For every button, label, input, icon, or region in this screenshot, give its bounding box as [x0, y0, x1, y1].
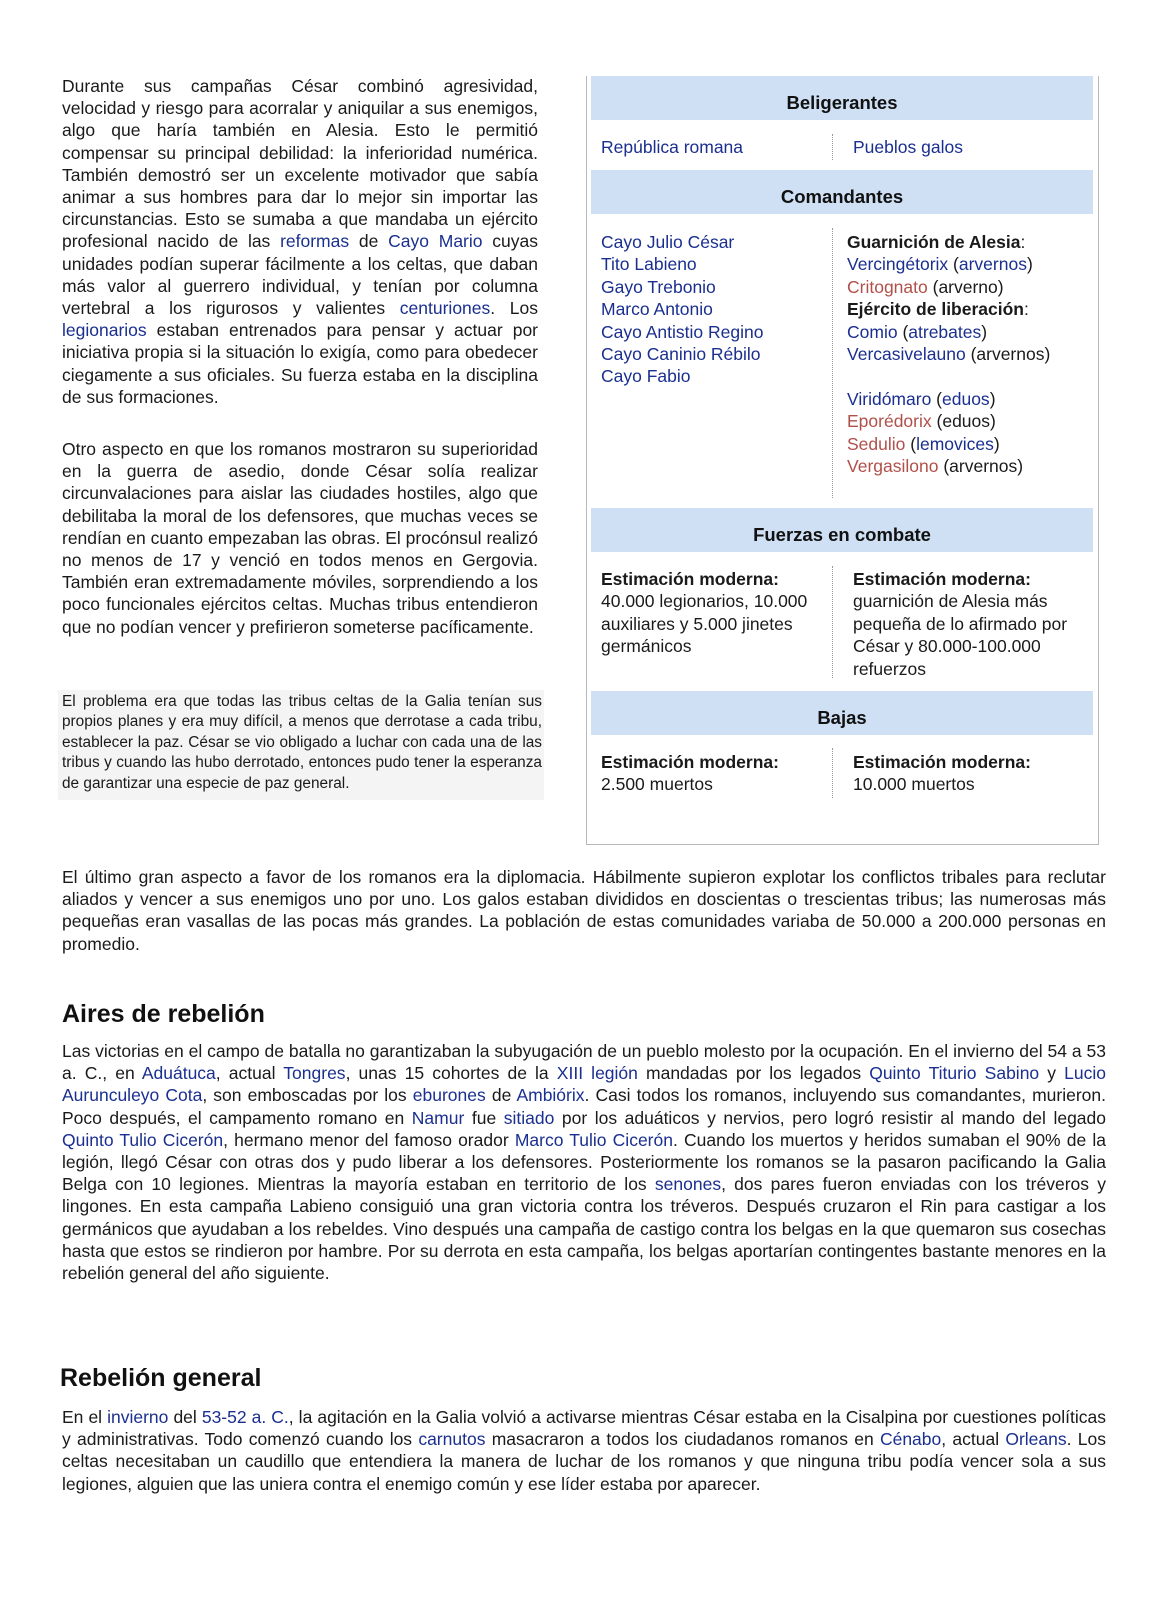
label-estimate: Estimación moderna:	[601, 569, 779, 589]
link-eburones[interactable]: eburones	[412, 1085, 486, 1106]
text: . Los celtas necesitaban un caudillo que entendiera la manera de luchar de los romanos y que ninguna tribu podía vencer sola a sus legiones, alguien que las uniera contra el enemigo común y ese líder estaba por aparecer.	[62, 1429, 1106, 1494]
paragraph-diplomacy: El último gran aspecto a favor de los romanos era la diplomacia. Hábilmente supieron explotar los conflictos tribales para reclutar aliados y vencer a sus enemigos uno por uno. Los galos estaban divididos en doscientas o trescientas tribus; las numerosas más pequeñas eran vasallas de las pocas más grandes. La población de estas comunidades variaba de 50.000 a 200.000 personas en promedio.	[62, 867, 1106, 954]
link-orleans[interactable]: Orleans	[1005, 1429, 1067, 1450]
link-commander[interactable]: Gayo Trebonio	[601, 276, 716, 297]
link-arvernos[interactable]: arvernos	[958, 254, 1027, 275]
text: (eduos)	[931, 411, 996, 432]
text: de	[485, 1085, 517, 1106]
forces-gaul-value: guarnición de Alesia más pequeña de lo afirmado por César y 80.000-100.000 refuerzos	[853, 591, 1068, 679]
link-senones[interactable]: senones	[654, 1174, 722, 1195]
link-commander[interactable]: Marco Antonio	[601, 299, 713, 320]
text: (arvernos)	[965, 344, 1051, 365]
link-aduatuca[interactable]: Aduátuca	[141, 1063, 216, 1084]
text: . Cuando los muertos y heridos sumaban el 90% de la legión, llegó César con otras dos y pudo liberar a los defensores. Posteriormente los romanos se la pasaron pacificando la Galia Belga con 10 legiones. Mientras la mayoría estaban en territorio de los	[62, 1129, 1106, 1195]
text: , hermano menor del famoso orador	[223, 1129, 515, 1150]
paragraph-rebellion	[62, 1040, 1106, 1284]
link-53-52-ac[interactable]: 53-52 a. C.	[201, 1407, 289, 1427]
text: de	[349, 231, 389, 252]
text: :	[1020, 232, 1026, 252]
forces-gaul	[853, 568, 1083, 680]
gaul-commanders-list: Guarnición de Alesia: Vercingétorix (arvernos) Critognato (arverno) Ejército de liberación: Comio (atrebates) Vercasivelauno (arvernos) Viridómaro (eduos) Eporédorix (eduos) Sedulio (lemovices) Vergasilono (arvernos)	[847, 232, 1051, 477]
link-tongres[interactable]: Tongres	[283, 1063, 346, 1084]
forces-roman	[601, 568, 826, 658]
text: fue	[464, 1107, 504, 1128]
link-xiii-legion[interactable]: XIII legión	[556, 1063, 638, 1084]
link-legionarios[interactable]: legionarios	[62, 320, 147, 341]
link-vergasilono[interactable]: Vergasilono	[847, 456, 939, 477]
label-estimate: Estimación moderna:	[853, 752, 1031, 772]
text: , la agitación en la Galia volvió a activarse mientras César estaba en la Cisalpina por cuestiones políticas y administrativas. Todo comenzó cuando los	[62, 1407, 1106, 1450]
text: , son emboscadas por los	[202, 1085, 413, 1106]
link-vercasivelauno[interactable]: Vercasivelauno	[847, 344, 966, 365]
label-garrison: Guarnición de Alesia	[847, 232, 1021, 252]
link-commander[interactable]: Cayo Julio César	[601, 232, 735, 252]
link-commander[interactable]: Cayo Fabio	[601, 366, 691, 387]
paragraph-siege: Otro aspecto en que los romanos mostraron su superioridad en la guerra de asedio, donde César solía realizar circunvalaciones para aislar las ciudades hostiles, algo que debilitaba la moral de los defensores, que muchas veces se rendían en cuanto empezaban las obras. El procónsul realizó no menos de 17 y venció en todos menos en Gergovia. También eran extremadamente móviles, sorprendiendo a los poco funcionales ejércitos celtas. Muchas tribus entendieron que no podían vencer y prefirieron someterse pacíficamente.	[62, 439, 538, 637]
text: , actual	[941, 1429, 1006, 1450]
column-divider	[832, 134, 833, 160]
link-commander[interactable]: Cayo Antistio Regino	[601, 321, 764, 342]
text: estaban entrenados para pensar y actuar por iniciativa propia si la situación lo exigía, como para obedecer ciegamente a sus oficiales. Su fuerza estaba en la disciplina de sus formaciones.	[62, 320, 538, 407]
section-heading-aires-de-rebelion: Aires de rebelión	[62, 1000, 265, 1028]
roman-commanders-list	[601, 231, 763, 388]
section-heading-rebelion-general: Rebelión general	[60, 1364, 262, 1392]
casualties-gaul-value: 10.000 muertos	[853, 774, 975, 795]
link-invierno[interactable]: invierno	[107, 1407, 169, 1427]
casualties-roman	[601, 751, 779, 796]
link-reformas[interactable]: reformas	[280, 231, 350, 252]
column-divider	[832, 566, 833, 678]
link-vercingetorix[interactable]: Vercingétorix	[847, 254, 949, 275]
link-sedulio[interactable]: Sedulio	[847, 433, 906, 454]
text: masacraron a todos los ciudadanos romanos en	[485, 1429, 880, 1450]
infobox-header-commanders: Comandantes	[591, 170, 1093, 214]
link-critognato[interactable]: Critognato	[847, 276, 928, 297]
link-carnutos[interactable]: carnutos	[418, 1429, 486, 1450]
infobox-header-forces: Fuerzas en combate	[591, 508, 1093, 552]
text: :	[1024, 299, 1029, 320]
column-divider	[832, 228, 833, 498]
text: , unas 15 cohortes de la	[345, 1063, 557, 1084]
link-commander[interactable]: Cayo Caninio Rébilo	[601, 344, 761, 365]
link-eduos[interactable]: eduos	[942, 388, 990, 409]
casualties-roman-value: 2.500 muertos	[601, 774, 713, 795]
text: por los aduáticos y nervios, pero logró resistir al mando del legado	[554, 1107, 1106, 1128]
casualties-gaul	[853, 751, 1031, 796]
link-viridomaro[interactable]: Viridómaro	[847, 388, 932, 409]
link-republica-romana[interactable]: República romana	[601, 137, 744, 157]
link-centuriones[interactable]: centuriones	[399, 298, 491, 319]
link-lemovices[interactable]: lemovices	[916, 433, 994, 454]
infobox	[586, 76, 1099, 845]
link-commander[interactable]: Tito Labieno	[601, 254, 697, 275]
link-quinto-tulio-ciceron[interactable]: Quinto Tulio Cicerón	[62, 1129, 224, 1150]
link-sitiado[interactable]: sitiado	[503, 1107, 555, 1128]
text: mandadas por los legados	[637, 1063, 870, 1084]
text: Las victorias en el campo de batalla no garantizaban la subyugación de un pueblo molesto por la ocupación. En el invierno del 54 a 53 a. C., en	[62, 1041, 1106, 1084]
link-cayo-mario[interactable]: Cayo Mario	[388, 231, 483, 252]
text: . Los	[490, 298, 538, 319]
paragraph-peace: El problema era que todas las tribus celtas de la Galia tenían sus propios planes y era muy difícil, a menos que derrotase a cada tribu, establecer la paz. César se vio obligado a luchar con cada una de las tribus y cuando las hubo derrotado, entonces pudo tener la esperanza de garantizar una especie de paz general.	[58, 690, 544, 800]
paragraph-general-rebellion	[62, 1406, 1106, 1495]
link-cenabo[interactable]: Cénabo	[879, 1429, 942, 1450]
link-pueblos-galos[interactable]: Pueblos galos	[853, 137, 963, 157]
text: (arverno)	[927, 276, 1004, 297]
link-namur[interactable]: Namur	[411, 1107, 465, 1128]
infobox-header-belligerents: Beligerantes	[591, 76, 1093, 120]
infobox-header-casualties: Bajas	[591, 691, 1093, 735]
text: y	[1039, 1063, 1065, 1084]
label-relief: Ejército de liberación	[847, 299, 1024, 320]
link-eporedorix[interactable]: Eporédorix	[847, 411, 932, 432]
paragraph-tactics	[62, 75, 538, 408]
link-marco-tulio-ciceron[interactable]: Marco Tulio Cicerón	[514, 1129, 673, 1150]
link-quinto-titurio-sabino[interactable]: Quinto Titurio Sabino	[869, 1063, 1040, 1084]
link-atrebates[interactable]: atrebates	[908, 321, 982, 342]
column-divider	[832, 748, 833, 798]
link-comio[interactable]: Comio	[847, 321, 898, 342]
text: En el	[62, 1407, 108, 1427]
text: , actual	[215, 1063, 284, 1084]
link-lucio-aurunculeyo-cota[interactable]: Lucio Aurunculeyo Cota	[62, 1063, 1107, 1106]
label-estimate: Estimación moderna:	[601, 752, 779, 772]
text: del	[168, 1407, 202, 1427]
label-estimate: Estimación moderna:	[853, 569, 1031, 589]
text: cuyas unidades podían superar fácilmente a los celtas, que daban más valor al guerrero individual, y tenían por columna vertebral a los rigurosos y valientes	[62, 231, 538, 319]
text: Durante sus campañas César combinó agresividad, velocidad y riesgo para acorralar y aniquilar a sus enemigos, algo que haría también en Alesia. Esto le permitió compensar su principal debilidad: la inferioridad numérica. También demostró ser un excelente motivador que sabía animar a sus hombres para dar lo mejor sin importar las circunstancias. Esto se sumaba a que mandaba un ejército profesional nacido de las	[62, 76, 538, 252]
text: . Casi todos los romanos, incluyendo sus comandantes, murieron. Poco después, el campamento romano en	[62, 1085, 1106, 1128]
link-ambiorix[interactable]: Ambiórix	[516, 1085, 585, 1106]
text: (arvernos)	[938, 456, 1024, 477]
forces-roman-value: 40.000 legionarios, 10.000 auxiliares y 5.000 jinetes germánicos	[601, 591, 808, 657]
text: , dos pares fueron enviadas con los tréveros y lingones. En esta campaña Labieno consiguió una gran victoria contra los tréveros. Después cruzaron el Rin para castigar a los germánicos que ayudaban a los rebeldes. Vino después una campaña de castigo contra los belgas en la que quemaron sus cosechas hasta que estos se rindieron por hambre. Por su derrota en esta campaña, los belgas aportarían contingentes bastante menores en la rebelión general del año siguiente.	[62, 1174, 1106, 1284]
